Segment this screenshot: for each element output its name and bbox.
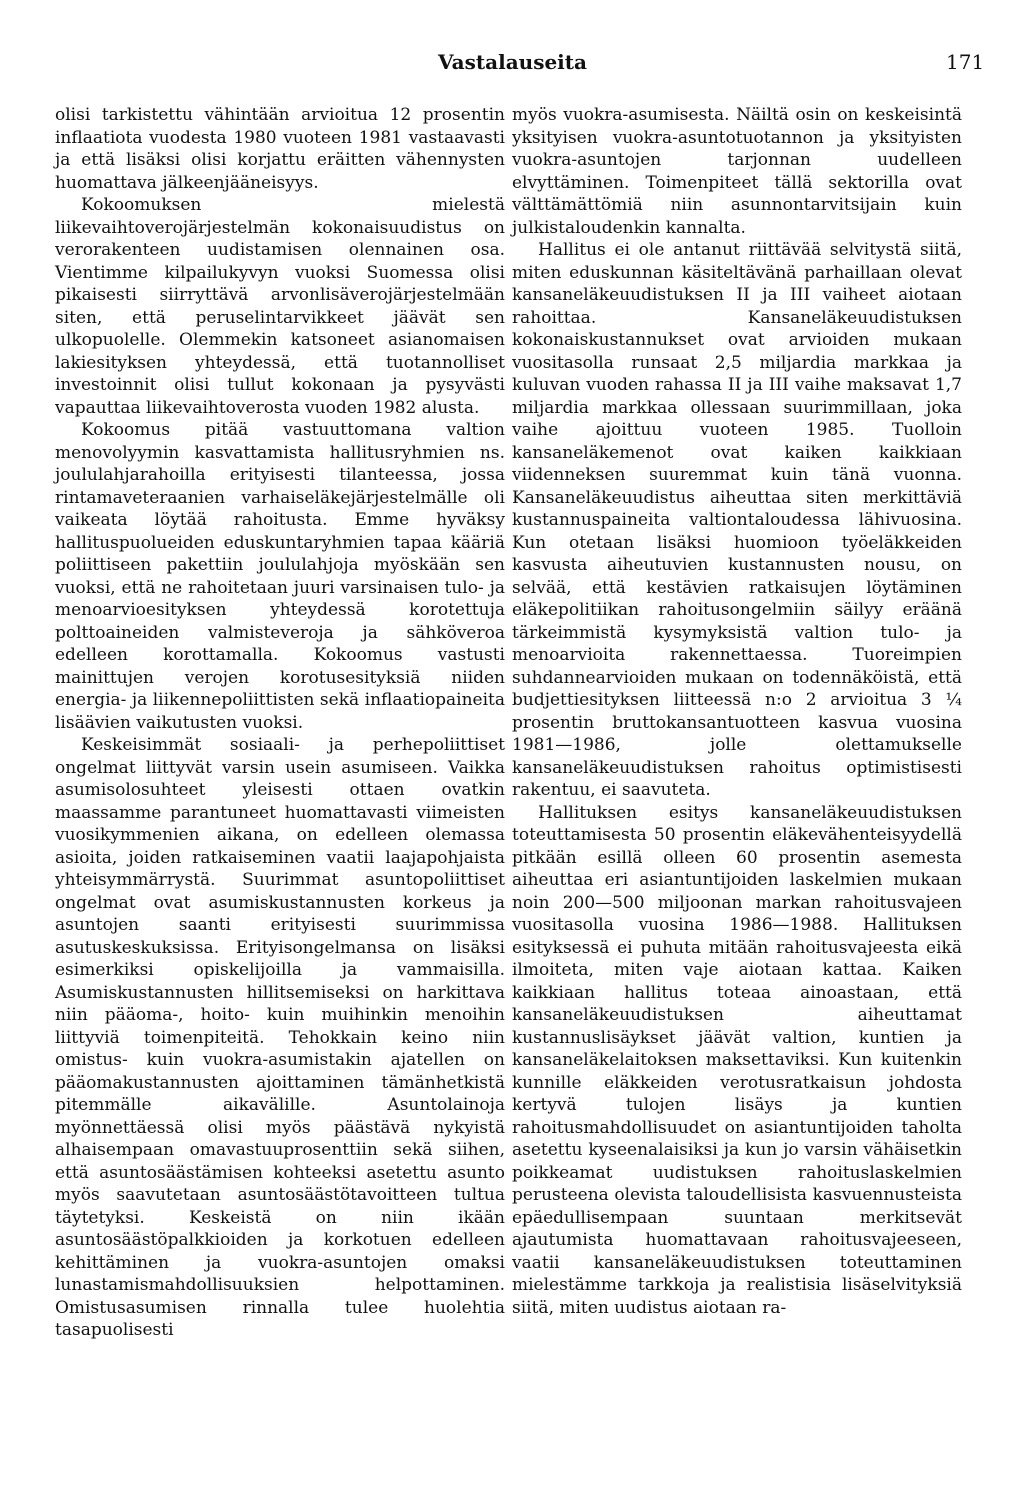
paragraph: Kokoomus pitää vastuuttomana valtion menovolyymin kasvattamista hallitusryhmien ns. joululahjarahoilla erityisesti tilanteessa, jossa rintamaveteraanien varhaiseläkejärjestelmälle oli vaikeata löytää rahoitusta. Emme hyväksy hallituspuolueiden eduskuntaryhmien tapaa kääriä poliittiseen pakettiin joululahjoja myöskään sen vuoksi, että ne rahoitetaan juuri varsinaisen tulo- ja menoarvioesityksen yhteydessä korotettuja polttoaineiden valmisteveroja ja sähköveroa edelleen korottamalla. Kokoomus vastusti mainittujen verojen korotusesityksiä niiden energia- ja liikennepoliittisten sekä inflaatiopaineita lisäävien vaikutusten vuoksi. (55, 420, 505, 733)
paragraph: olisi tarkistettu vähintään arvioitua 12 prosentin inflaatiota vuodesta 1980 vuoteen 1981 vastaavasti ja että lisäksi olisi korjattu eräitten vähennysten huomattava jälkeenjääneisyys. (55, 105, 505, 193)
running-title: Vastalauseita (438, 50, 587, 74)
page-number: 171 (946, 50, 985, 74)
left-column (55, 104, 505, 1342)
paragraph: Kokoomuksen mielestä liikevaihtoverojärjestelmän kokonaisuudistus on verorakenteen uudistamisen olennainen osa. Vientimme kilpailukyvyn vuoksi Suomessa olisi pikaisesti siirryttävä arvonlisäverojärjestelmään siten, että peruselintarvikkeet jäävät sen ulkopuolelle. Olemmekin katsoneet asianomaisen lakiesityksen yhteydessä, että tuotannolliset investoinnit olisi tullut kokonaan ja pysyvästi vapauttaa liikevaihtoverosta vuoden 1982 alusta. (55, 195, 505, 418)
right-column (512, 104, 962, 1319)
paragraph: myös vuokra-asumisesta. Näiltä osin on keskeisintä yksityisen vuokra-asuntotuotannon ja yksityisten vuokra-asuntojen tarjonnan uudelleen elvyttäminen. Toimenpiteet tällä sektorilla ovat välttämättömiä niin asunnontarvitsijain kuin julkistaloudenkin kannalta. (512, 105, 962, 238)
paragraph: Hallituksen esitys kansaneläkeuudistuksen toteuttamisesta 50 prosentin eläkevähenteisyydellä pitkään esillä olleen 60 prosentin asemesta aiheuttaa eri asiantuntijoiden laskelmien mukaan noin 200—500 miljoonan markan rahoitusvajeen vuositasolla vuosina 1986—1988. Hallituksen esityksessä ei puhuta mitään rahoitusvajeesta eikä ilmoiteta, miten vaje aiotaan kattaa. Kaiken kaikkiaan hallitus toteaa ainoastaan, että kansaneläkeuudistuksen aiheuttamat kustannuslisäykset jäävät valtion, kuntien ja kansaneläkelaitoksen maksettaviksi. Kun kuitenkin kunnille eläkkeiden verotusratkaisun johdosta kertyvä tulojen lisäys ja kuntien rahoitusmahdollisuudet on asiantuntijoiden taholta asetettu kyseenalaisiksi ja kun jo varsin vähäisetkin poikkeamat uudistuksen rahoituslaskelmien perusteena olevista taloudellisista kasvuennusteista epäedullisempaan suuntaan merkitsevät ajautumista huomattavaan rahoitusvajeeseen, vaatii kansaneläkeuudistuksen toteuttaminen mielestämme tarkkoja ja realistisia lisäselvityksiä siitä, miten uudistus aiotaan ra- (512, 802, 962, 1318)
paragraph: Hallitus ei ole antanut riittävää selvitystä siitä, miten eduskunnan käsiteltävänä parhaillaan olevat kansaneläkeuudistuksen II ja III vaiheet aiotaan rahoittaa. Kansaneläkeuudistuksen kokonaiskustannukset ovat arvioiden mukaan vuositasolla runsaat 2,5 miljardia markkaa ja kuluvan vuoden rahassa II ja III vaihe maksavat 1,7 miljardia markkaa ollessaan suurimmillaan, joka vaihe ajoittuu vuoteen 1985. Tuolloin kansaneläkemenot ovat kaiken kaikkiaan viidenneksen suuremmat kuin tänä vuonna. Kansaneläkeuudistus aiheuttaa siten merkittäviä kustannuspaineita valtiontaloudessa lähivuosina. Kun otetaan lisäksi huomioon työeläkkeiden kasvusta aiheutuvien kustannusten nousu, on selvää, että kestävien ratkaisujen löytäminen eläkepolitiikan rahoitusongelmiin säilyy eräänä tärkeimmistä kysymyksistä valtion tulo- ja menoarvioita rakennettaessa. Tuoreimpien suhdannearvioiden mukaan on todennäköistä, että budjettiesityksen liitteessä n:o 2 arvioitua 3 ¼ prosentin bruttokansantuotteen kasvua vuosina 1981—1986, jolle olettamukselle kansaneläkeuudistuksen rahoitus optimistisesti rakentuu, ei saavuteta. (512, 240, 962, 800)
paragraph: Keskeisimmät sosiaali- ja perhepoliittiset ongelmat liittyvät varsin usein asumiseen. Vaikka asumisolosuhteet yleisesti ottaen ovatkin maassamme parantuneet huomattavasti viimeisten vuosikymmenien aikana, on edelleen olemassa asioita, joiden ratkaiseminen vaatii laajapohjaista yhteisymmärrystä. Suurimmat asuntopoliittiset ongelmat ovat asumiskustannusten korkeus ja asuntojen saanti erityisesti suurimmissa asutuskeskuksissa. Erityisongelmansa on lisäksi esimerkiksi opiskelijoilla ja vammaisilla. Asumiskustannusten hillitsemiseksi on harkittava niin pääoma-, hoito- kuin muihinkin menoihin liittyviä toimenpiteitä. Tehokkain keino niin omistus- kuin vuokra-asumistakin ajatellen on pääomakustannusten ajoittaminen tämänhetkistä pitemmälle aikavälille. Asuntolainoja myönnettäessä olisi myös päästävä nykyistä alhaisempaan omavastuuprosenttiin sekä siihen, että asuntosäästämisen kohteeksi asetettu asunto myös saavutetaan asuntosäästötavoitteen tultua täytetyksi. Keskeistä on niin ikään asuntosäästöpalkkioiden ja korkotuen edelleen kehittäminen ja vuokra-asuntojen omaksi lunastamismahdollisuuksien helpottaminen. Omistusasumisen rinnalla tulee huolehtia tasapuolisesti (55, 735, 505, 1340)
